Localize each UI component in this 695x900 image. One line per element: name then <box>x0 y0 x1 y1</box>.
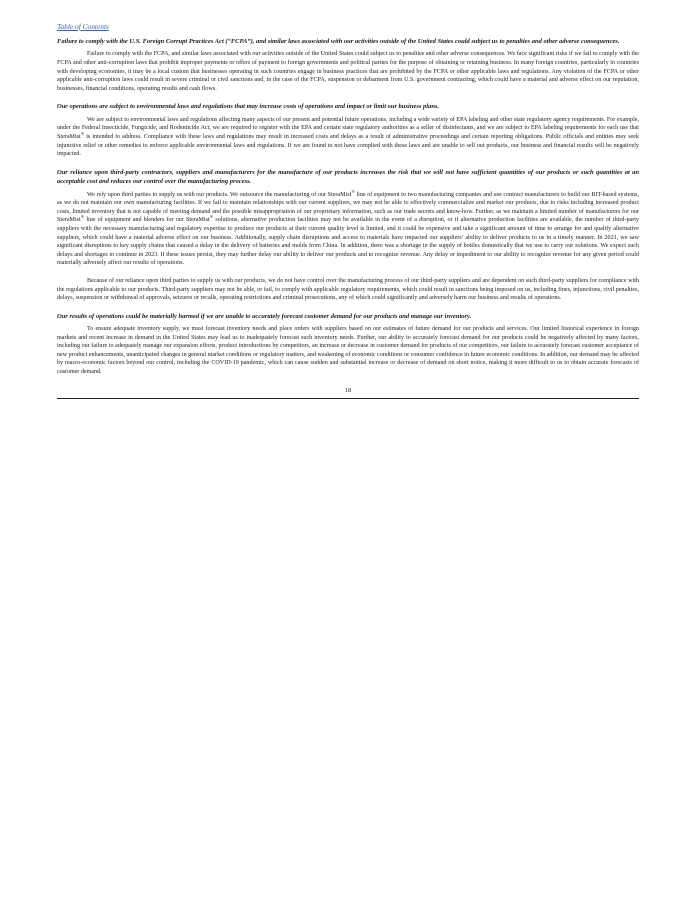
page-footer-rule <box>57 398 639 399</box>
section-paragraph <box>57 50 639 93</box>
section-paragraph <box>57 188 639 268</box>
paragraph-text: line of equipment to two manufacturing companies and use contract manufacturers to build our BIT-based systems, as we do not maintain our own manufacturing facilities. If we fail to maintain relationships with our current suppliers, we may not be able to effectively commercialize and market our products, due to risks including increased product costs, limited inventory that is not capable of meeting demand and the possible misappropriation of our proprietary information, such as our trade secrets and know-how. Further, as we maintain a limited number of manufacturers for our SteraMist <box>57 191 639 224</box>
section-paragraph <box>57 325 639 377</box>
registered-mark: ® <box>209 214 214 220</box>
paragraph-text: We rely upon third parties to supply us with our products. We outsource the manufacturing of our SteraMist <box>87 191 352 198</box>
registered-mark: ® <box>80 214 85 220</box>
table-of-contents-link[interactable]: Table of Contents <box>57 22 109 31</box>
paragraph-text: line of equipment and blenders for our SteraMist <box>84 217 210 224</box>
risk-factor-sections <box>57 37 639 377</box>
section-heading: Our reliance upon third-party contractors, suppliers and manufacturers for the manufacture of our products increases the risk that we will not have sufficient quantities of our products or such quantities at an acceptable cost and reduces our control over the manufacturing process. <box>57 168 639 186</box>
paragraph-text: To ensure adequate inventory supply, we must forecast inventory needs and place orders with suppliers based on our estimates of future demand for our products and services. Our limited historical experience in foreign markets and recent increase in demand in the United States may lead us to inadequately forecast such inventory needs. Further, our ability to accurately forecast demand for our products could be negatively affected by many factors, including our failure to adequately manage our expansion efforts, product introductions by competitors, an increase or decrease in customer demand for products of our competitors, our failure to accurately forecast customer acceptance of new product enhancements, unanticipated changes in general market conditions or regulatory matters, and weakening of economic conditions or consumer confidence in future economic conditions. In addition, our demand may be affected by macro-economic factors beyond our control, including the COVID-19 pandemic, which can cause sudden and substantial increase or decrease of demand on short notice, making it more difficult to us to obtain accurate forecasts of customer demand. <box>57 326 639 376</box>
section-heading: Our results of operations could be materially harmed if we are unable to accurately forecast customer demand for our products and manage our inventory. <box>57 312 472 320</box>
section-paragraph <box>57 116 639 159</box>
registered-mark: ® <box>80 130 85 136</box>
page-number: 18 <box>344 386 352 394</box>
paragraph-text: Failure to comply with the FCPA, and similar laws associated with our activities outside of the United States could subject us to penalties and other adverse consequences. We face significant risks if we fail to comply with the FCPA and other anti-corruption laws that prohibit improper payments or offers of payment to foreign governments and political parties for the purpose of obtaining or retaining business. In many foreign countries, particularly in countries with developing economies, it may be a local custom that businesses operating in such countries engage in business practices that are prohibited by the FCPA or other applicable laws and regulations. Any violation of the FCPA or other applicable anti-corruption laws could result in severe criminal or civil sanctions and, in the case of the FCPA, suspension or debarment from U.S. government contracting, which could have a material and adverse effect on our reputation, businesses, financial conditions, operating results and cash flows. <box>57 51 639 92</box>
section-heading: Failure to comply with the U.S. Foreign Corrupt Practices Act (“FCPA”), and similar laws associated with our activities outside of the United States could subject us to penalties and other adverse consequences. <box>57 38 620 45</box>
paragraph-text: solutions, alternative production facilities may not be available in the event of a disruption, or if alternative production facilities are available, the number of third-party suppliers with the necessary manufacturing and regulatory expertise to produce our products at their current quality level is limited, and it could be expensive and take a significant amount of time to arrange for and qualify alternative suppliers, which could have a material adverse effect on our business. Additionally, supply chain disruptions and access to materials have impacted our suppliers’ ability to deliver products to us in a timely manner. In 2021, we saw significant disruptions to key supply chains that caused a delay in the delivery of batteries and molds from China. In addition, there was a shortage in the supply of bottles domestically that we use to carry our solutions. We expect such delays and shortages to continue in 2023. If these issues persist, they may further delay our ability to deliver our products and to recognize revenue. Any delay or impediment to our ability to recognize revenue for any given period could materially adversely affect our results of operations. <box>57 217 639 267</box>
paragraph-text: We are subject to environmental laws and regulations affecting many aspects of our present and potential future operations, including a wide variety of EPA labeling and other state regulatory agency requirements. For example, under the Federal Insecticide, Fungicide, and Rodenticide Act, we are required to register with the EPA and certain state regulatory authorities as a seller of disinfectants, and we are subject to EPA labeling requirements for each use that SteraMist <box>57 116 640 140</box>
section-paragraph <box>57 277 639 303</box>
paragraph-text: is intended to address. Compliance with these laws and regulations may result in increased costs and delays as a result of administrative proceedings and certain reporting obligations. Public officials and entities may seek injunctive relief or other remedies to enforce applicable environmental laws and regulations. If we are found to not have complied with these laws and are unable to sell out products, our business and financial results will be negatively impacted. <box>57 133 639 158</box>
paragraph-text: Because of our reliance upon third parties to supply us with our products, we do not have control over the manufacturing process of our third-party suppliers and are dependent on such third-party suppliers for compliance with the regulations applicable to our products. Third-party suppliers may not be able, or fail, to comply with applicable regulatory requirements, which could result in sanctions being imposed on us, including fines, injunctions, civil penalties, delays, suspension or withdrawal of approvals, seizures or recalls, operating restrictions and criminal prosecutions, any of which could significantly and adversely harm our business and results of operations. <box>57 277 639 302</box>
document-page <box>57 22 639 399</box>
section-heading: Our operations are subject to environmental laws and regulations that may increase costs of operations and impact or limit our business plans. <box>57 103 440 111</box>
registered-mark: ® <box>351 188 355 194</box>
